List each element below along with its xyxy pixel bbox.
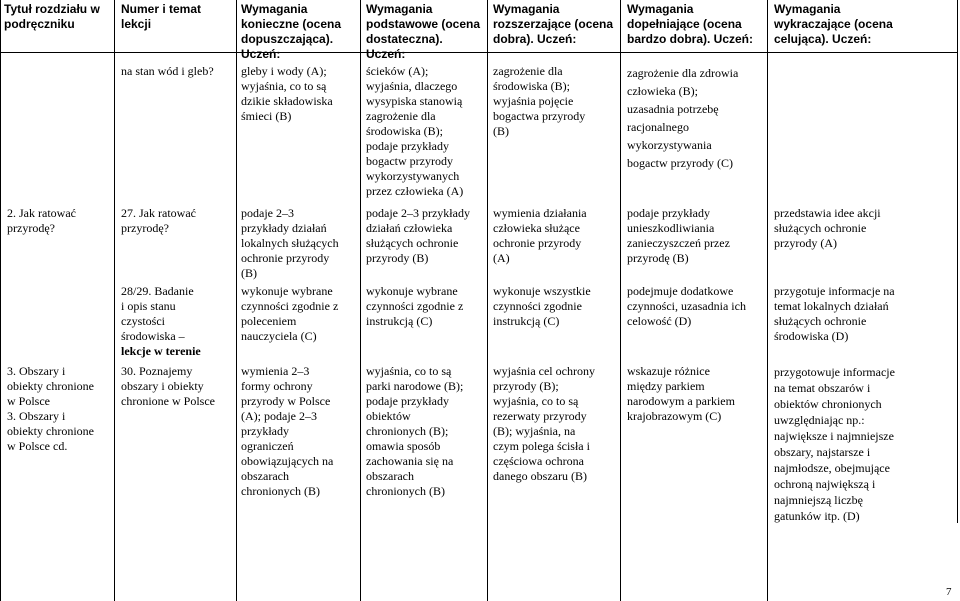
- r2-exceeding: przygotuje informacje na temat lokalnych działań służących ochronie środowiska (D): [774, 284, 895, 343]
- column-divider-6: [767, 0, 768, 601]
- column-divider-3: [360, 0, 361, 601]
- r0-required: gleby i wody (A); wyjaśnia, co to są dzikie składowiska śmieci (B): [241, 64, 333, 123]
- header-chapter-title: Tytuł rozdziału w podręczniku: [4, 2, 100, 31]
- r2-complementary: podejmuje dodatkowe czynności, uzasadnia ich celowość (D): [627, 284, 746, 328]
- header-lesson-number: Numer i temat lekcji: [121, 2, 202, 31]
- r3-chapter: 3. Obszary i obiekty chronione w Polsce 3. Obszary i obiekty chronione w Polsce cd.: [7, 364, 94, 453]
- r1-lesson: 27. Jak ratować przyrodę?: [121, 206, 196, 235]
- column-divider-1: [114, 0, 115, 601]
- r1-exceeding: przedstawia idee akcji służących ochronie przyrody (A): [774, 206, 881, 250]
- page-number: 7: [946, 586, 952, 598]
- r2-required: wykonuje wybrane czynności zgodnie z poleceniem nauczyciela (C): [241, 284, 339, 343]
- column-divider-2: [236, 0, 237, 601]
- r2-basic: wykonuje wybrane czynności zgodnie z instrukcją (C): [366, 284, 464, 328]
- r3-exceeding: przygotowuje informacje na temat obszarów i obiektów chronionych uwzględniając np.: największe i najmniejsze obszary, najstarsze i najmłodsze, obejmujące ochroną największą i najmniejszą liczbę gatunków itp. (D): [774, 365, 895, 523]
- header-complementary: Wymagania dopełniające (ocena bardzo dobra). Uczeń:: [627, 2, 754, 46]
- r3-basic: wyjaśnia, co to są parki narodowe (B); podaje przykłady obiektów chronionych (B); omawia sposób zachowania się na obszarach chronionych (B): [366, 364, 464, 498]
- r0-basic: ścieków (A); wyjaśnia, dlaczego wysypiska stanowią zagrożenie dla środowiska (B); podaje przykłady bogactw przyrody wykorzystywanych przez człowieka (A): [366, 64, 464, 198]
- column-divider-4: [487, 0, 488, 601]
- header-exceeding: Wymagania wykraczające (ocena celująca). Uczeń:: [774, 2, 893, 46]
- table-border-right: [957, 0, 958, 523]
- header-required: Wymagania konieczne (ocena dopuszczająca). Uczeń:: [241, 2, 342, 61]
- table-border-left: [0, 0, 1, 601]
- r2-extended: wykonuje wszystkie czynności zgodnie instrukcją (C): [493, 284, 591, 328]
- r3-extended: wyjaśnia cel ochrony przyrody (B); wyjaśnia, co to są rezerwaty przyrody (B); wyjaśnia, na czym polega ścisła i częściowa ochrona danego obszaru (B): [493, 364, 595, 483]
- header-extended: Wymagania rozszerzające (ocena dobra). Uczeń:: [493, 2, 614, 46]
- header-basic: Wymagania podstawowe (ocena dostateczna). Uczeń:: [366, 2, 481, 61]
- r0-extended: zagrożenie dla środowiska (B); wyjaśnia pojęcie bogactwa przyrody (B): [493, 64, 586, 138]
- r1-basic: podaje 2–3 przykłady działań człowieka służących ochronie przyrody (B): [366, 206, 470, 265]
- r0-lesson: na stan wód i gleb?: [121, 64, 214, 78]
- r1-chapter: 2. Jak ratować przyrodę?: [7, 206, 76, 235]
- r0-complementary: zagrożenie dla zdrowia człowieka (B); uzasadnia potrzebę racjonalnego wykorzystywania bogactw przyrody (C): [627, 66, 739, 170]
- r3-required: wymienia 2–3 formy ochrony przyrody w Polsce (A); podaje 2–3 przykłady ograniczeń obowiązujących na obszarach chronionych (B): [241, 364, 334, 498]
- r1-complementary: podaje przykłady unieszkodliwiania zanieczyszczeń przez przyrodę (B): [627, 206, 730, 265]
- r2-lesson: 28/29. Badanie i opis stanu czystości środowiska – lekcje w terenie: [121, 284, 201, 358]
- r3-lesson: 30. Poznajemy obszary i obiekty chronione w Polsce: [121, 364, 215, 408]
- r1-required: podaje 2–3 przykłady działań lokalnych służących ochronie przyrody (B): [241, 206, 339, 280]
- r1-extended: wymienia działania człowieka służące ochronie przyrody (A): [493, 206, 587, 265]
- r3-complementary: wskazuje różnice między parkiem narodowym a parkiem krajobrazowym (C): [627, 364, 735, 423]
- column-divider-5: [620, 0, 621, 601]
